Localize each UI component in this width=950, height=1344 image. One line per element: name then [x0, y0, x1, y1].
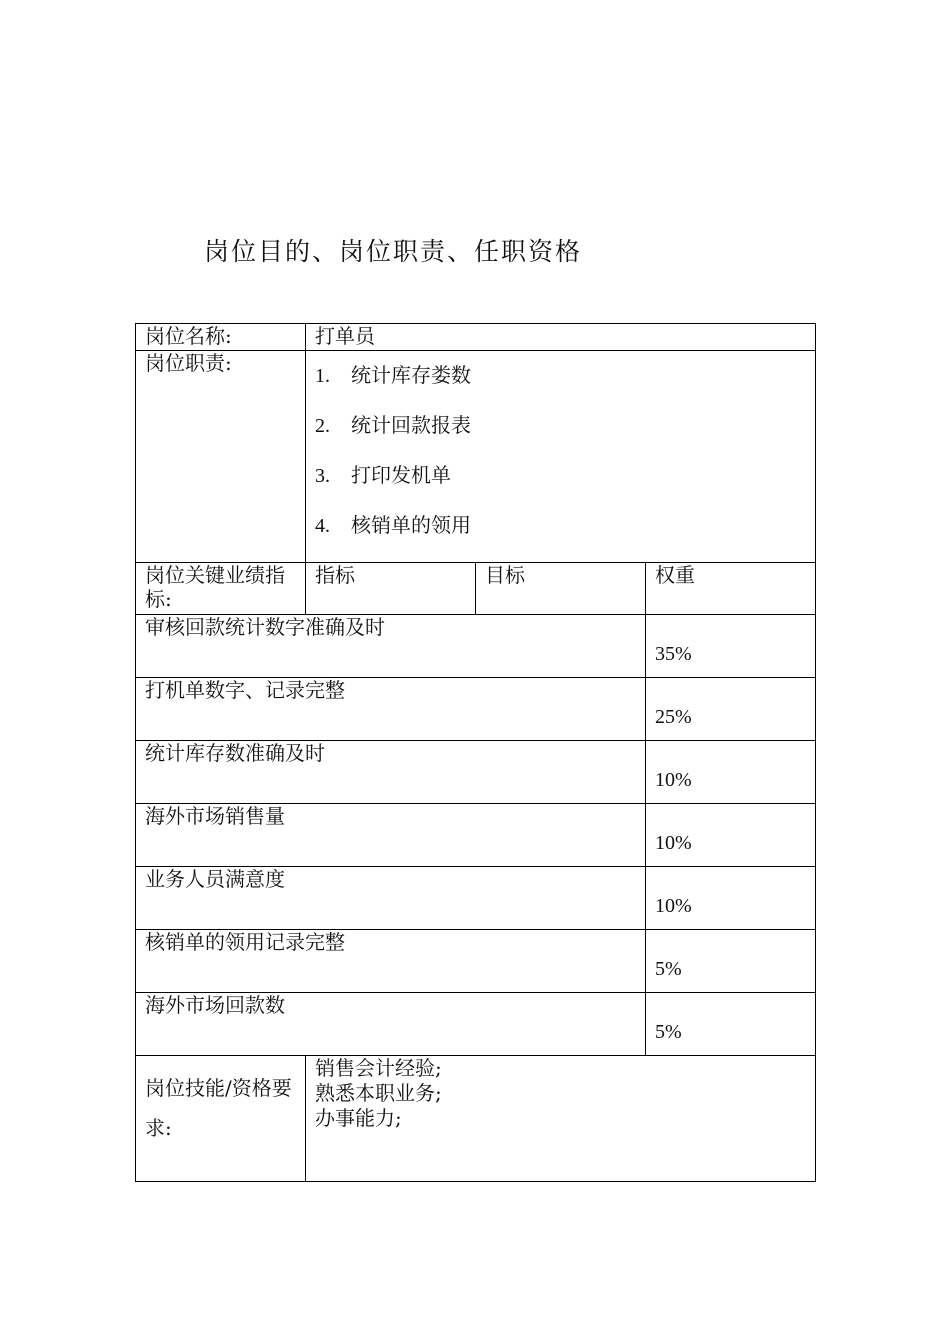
position-name-label: 岗位名称:: [136, 324, 306, 351]
duty-item: 2. 统计回款报表: [315, 413, 471, 437]
kpi-weight: 10%: [646, 804, 816, 867]
duties-list: [315, 362, 806, 562]
skills-cell: [306, 1056, 816, 1182]
duty-item: 3. 打印发机单: [315, 463, 451, 487]
kpi-label: 岗位关键业绩指标:: [136, 563, 306, 615]
position-name-row: [136, 324, 816, 351]
duties-row: [136, 351, 816, 563]
kpi-weight: 5%: [646, 993, 816, 1056]
kpi-row: [136, 804, 816, 867]
kpi-indicator: 海外市场回款数: [136, 993, 646, 1056]
kpi-header-indicator: 指标: [306, 563, 476, 615]
kpi-row: [136, 993, 816, 1056]
duty-item: 1. 统计库存娄数: [315, 363, 471, 387]
kpi-weight: 10%: [646, 741, 816, 804]
position-name-value: 打单员: [306, 324, 816, 351]
kpi-indicator: 业务人员满意度: [136, 867, 646, 930]
duties-label: 岗位职责:: [136, 351, 306, 563]
job-spec-table: [135, 323, 816, 1182]
kpi-header-weight: 权重: [646, 563, 816, 615]
kpi-header-target: 目标: [476, 563, 646, 615]
kpi-weight: 5%: [646, 930, 816, 993]
kpi-weight: 10%: [646, 867, 816, 930]
skills-row: [136, 1056, 816, 1182]
kpi-indicator: 核销单的领用记录完整: [136, 930, 646, 993]
duty-item: 4. 核销单的领用: [315, 513, 471, 537]
skill-item: 销售会计经验;: [315, 1056, 442, 1080]
skills-label-cell: [136, 1056, 306, 1182]
kpi-row: [136, 867, 816, 930]
kpi-header-row: [136, 563, 816, 615]
kpi-indicator: 审核回款统计数字准确及时: [136, 615, 646, 678]
kpi-row: [136, 930, 816, 993]
kpi-row: [136, 615, 816, 678]
skill-item: 熟悉本职业务;: [315, 1081, 442, 1105]
kpi-row: [136, 741, 816, 804]
kpi-indicator: 海外市场销售量: [136, 804, 646, 867]
kpi-weight: 25%: [646, 678, 816, 741]
duties-cell: [306, 351, 816, 563]
skill-item: 办事能力;: [315, 1106, 402, 1130]
kpi-row: [136, 678, 816, 741]
kpi-weight: 35%: [646, 615, 816, 678]
document-title: 岗位目的、岗位职责、任职资格: [204, 237, 583, 266]
kpi-indicator: 打机单数字、记录完整: [136, 678, 646, 741]
skills-label: 岗位技能/资格要求:: [145, 1076, 292, 1140]
kpi-indicator: 统计库存数准确及时: [136, 741, 646, 804]
